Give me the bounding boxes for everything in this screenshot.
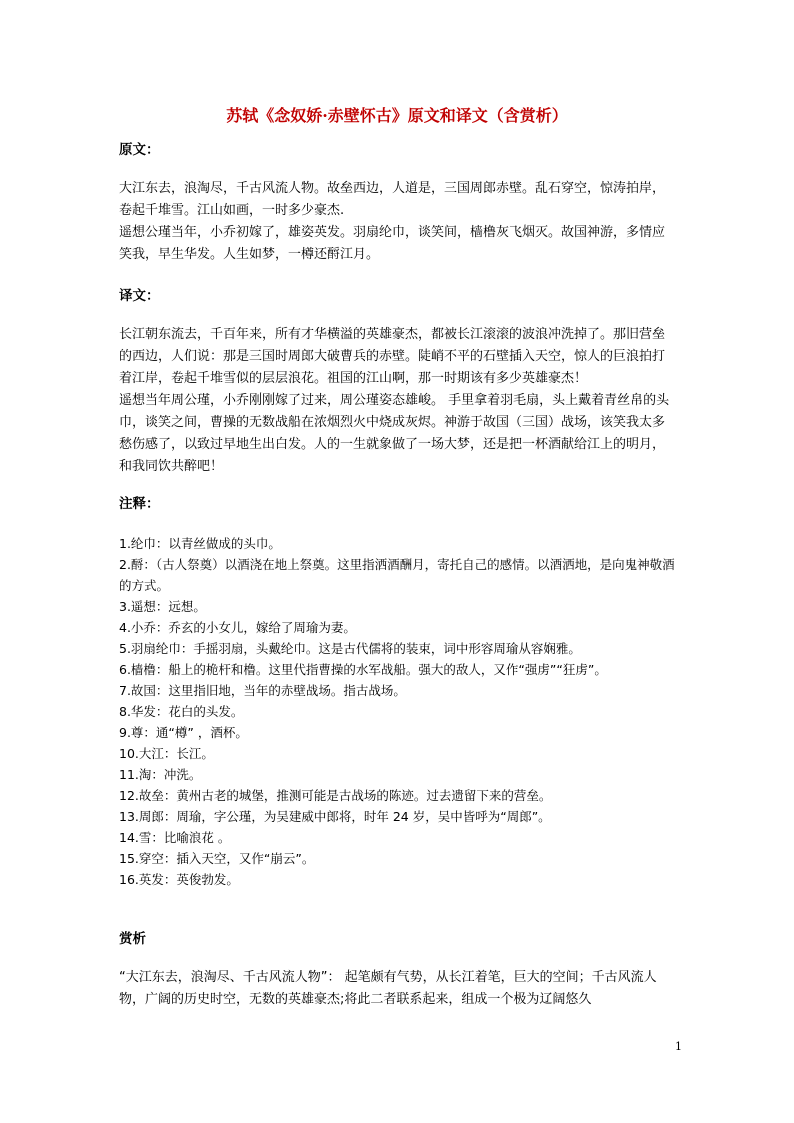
note-item: 12.故垒：黄州古老的城堡，推测可能是古战场的陈迹。过去遗留下来的营垒。: [119, 788, 552, 803]
notes-heading: 注释：: [119, 496, 160, 512]
translation-paragraph-2: 遥想当年周公瑾，小乔刚刚嫁了过来，周公瑾姿态雄峻。 手里拿着羽毛扇，头上戴着青丝帛的头巾，谈笑之间，曹操的无数战船在浓烟烈火中烧成灰烬。神游于故国（三国）战场，该笑我太多愁伤感了，以致过早地生出白发。人的一生就象做了一场大梦，还是把一杯酒献给江上的明月，和我同饮共醉吧！: [119, 393, 670, 474]
document-title: 苏轼《念奴娇·赤壁怀古》原文和译文（含赏析）: [226, 106, 568, 125]
note-item: 11.淘：冲洗。: [119, 767, 202, 782]
note-item: 15.穿空：插入天空，又作“崩云”。: [119, 851, 315, 866]
note-item: 2.酹：（古人祭奠）以酒浇在地上祭奠。这里指洒酒酬月，寄托自己的感情。以酒洒地，是向鬼神敬酒的方式。: [119, 557, 675, 593]
notes-list: [119, 533, 679, 890]
note-item: 1.纶巾：以青丝做成的头巾。: [119, 536, 281, 551]
note-item: 7.故国：这里指旧地，当年的赤壁战场。指古战场。: [119, 683, 406, 698]
appreciation-heading: 赏析: [119, 931, 146, 947]
note-item: 6.樯橹：船上的桅杆和橹。这里代指曹操的水军战船。强大的敌人，又作“强虏”“狂虏”。: [119, 662, 607, 677]
original-text: [119, 178, 677, 266]
note-item: 16.英发：英俊勃发。: [119, 872, 239, 887]
note-item: 8.华发：花白的头发。: [119, 704, 244, 719]
original-heading: 原文：: [119, 142, 160, 158]
note-item: 9.尊：通“樽” ，酒杯。: [119, 725, 248, 740]
original-paragraph-2: 遥想公瑾当年，小乔初嫁了，雄姿英发。羽扇纶巾，谈笑间，樯橹灰飞烟灭。故国神游，多情应笑我，早生华发。人生如梦，一樽还酹江月。: [119, 225, 666, 262]
note-item: 3.遥想：远想。: [119, 599, 206, 614]
note-item: 14.雪：比喻浪花 。: [119, 830, 231, 845]
note-item: 13.周郎：周瑜，字公瑾，为吴建威中郎将，时年 24 岁，吴中皆呼为“周郎”。: [119, 809, 551, 824]
translation-text: [119, 324, 677, 478]
translation-heading: 译文：: [119, 288, 160, 304]
appreciation-paragraph-1: “大江东去，浪淘尽、千古风流人物”： 起笔颇有气势，从长江着笔，巨大的空间；千古风流人物，广阔的历史时空，无数的英雄豪杰;将此二者联系起来，组成一个极为辽阔悠久: [119, 970, 657, 1007]
page-number: 1: [675, 1040, 682, 1053]
translation-paragraph-1: 长江朝东流去，千百年来，所有才华横溢的英雄豪杰，都被长江滚滚的波浪冲洗掉了。那旧营垒的西边，人们说：那是三国时周郎大破曹兵的赤壁。陡峭不平的石壁插入天空，惊人的巨浪拍打着江岸，卷起千堆雪似的层层浪花。祖国的江山啊，那一时期该有多少英雄豪杰！: [119, 327, 666, 386]
note-item: 4.小乔：乔玄的小女儿，嫁给了周瑜为妻。: [119, 620, 356, 635]
note-item: 5.羽扇纶巾：手摇羽扇，头戴纶巾。这是古代儒将的装束，词中形容周瑜从容娴雅。: [119, 641, 581, 656]
original-paragraph-1: 大江东去，浪淘尽，千古风流人物。故垒西边，人道是，三国周郎赤壁。乱石穿空，惊涛拍岸，卷起千堆雪。江山如画，一时多少豪杰.: [119, 181, 666, 218]
note-item: 10.大江：长江。: [119, 746, 214, 761]
appreciation-text: [119, 967, 677, 1011]
